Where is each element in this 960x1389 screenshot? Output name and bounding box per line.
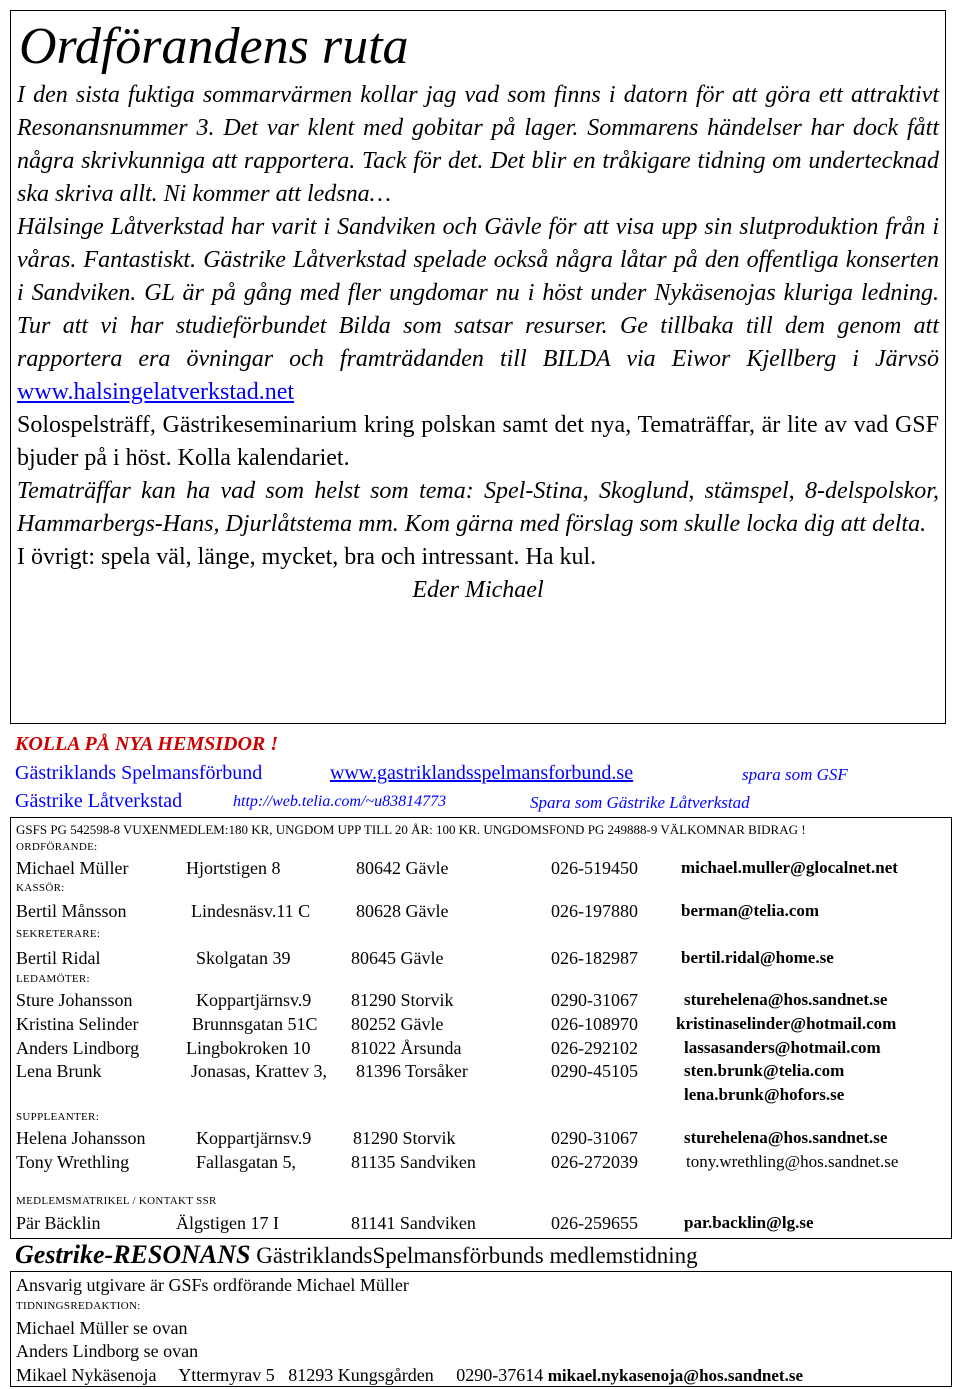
intro-paragraph-5: I övrigt: spela väl, länge, mycket, bra och intressant. Ha kul.	[17, 544, 597, 570]
contact-city: 81141 Sandviken	[351, 1213, 476, 1233]
contact-name: Lena Brunk	[16, 1061, 102, 1081]
contact-phone: 026-197880	[551, 901, 638, 921]
editor-3-details: Mikael Nykäsenoja Yttermyrav 5 81293 Kungsgården 0290-37614	[16, 1365, 544, 1385]
contact-phone: 0290-45105	[551, 1061, 638, 1081]
contact-address: Lindesnäsv.11 C	[191, 901, 311, 921]
contact-email[interactable]: kristinaselinder@hotmail.com	[676, 1014, 897, 1033]
contact-phone: 0290-31067	[551, 1128, 638, 1148]
editor-2: Anders Lindborg se ovan	[16, 1341, 199, 1361]
contact-address: Jonasas, Krattev 3,	[191, 1061, 327, 1081]
contact-address: Skolgatan 39	[196, 948, 291, 968]
signature: Eder Michael	[412, 577, 544, 603]
role-heading-register: MEDLEMSMATRIKEL / KONTAKT SSR	[16, 1195, 217, 1207]
intro-paragraph-2	[17, 211, 939, 409]
contact-phone: 026-182987	[551, 948, 638, 968]
contact-email[interactable]: sturehelena@hos.sandnet.se	[684, 1128, 888, 1147]
role-heading-deputies: SUPPLEANTER:	[16, 1111, 100, 1123]
contact-phone: 026-272039	[551, 1152, 638, 1172]
role-heading-secretary: SEKRETERARE:	[16, 928, 101, 940]
contact-name: Kristina Selinder	[16, 1014, 139, 1034]
contact-row-extra-email	[16, 1085, 951, 1107]
gsf-save-note: spara som GSF	[742, 765, 848, 784]
contact-address: Koppartjärnsv.9	[196, 990, 312, 1010]
contact-name: Bertil Ridal	[16, 948, 101, 968]
contact-address: Älgstigen 17 I	[176, 1213, 279, 1233]
contact-email[interactable]: berman@telia.com	[681, 901, 820, 920]
contact-name: Tony Wrethling	[16, 1152, 130, 1172]
contact-address: Brunnsgatan 51C	[192, 1014, 318, 1034]
contact-name: Pär Bäcklin	[16, 1213, 101, 1233]
contact-city: 81135 Sandviken	[351, 1152, 476, 1172]
link-row-gsf	[15, 762, 848, 785]
contact-row	[16, 1061, 951, 1083]
contact-phone: 026-108970	[551, 1014, 638, 1034]
contact-city: 81396 Torsåker	[356, 1061, 468, 1081]
link-row-latverkstad	[15, 790, 750, 813]
contact-city: 81022 Årsunda	[351, 1038, 462, 1058]
contact-email[interactable]: bertil.ridal@home.se	[681, 948, 834, 967]
contact-phone: 026-292102	[551, 1038, 638, 1058]
publisher-line: Ansvarig utgivare är GSFs ordförande Michael Müller	[16, 1275, 409, 1295]
halsinge-link[interactable]: www.halsingelatverkstad.net	[17, 379, 295, 405]
intro-paragraph-2-text: Hälsinge Låtverkstad har varit i Sandviken och Gävle för att visa upp sin slutproduktion från i våras. Fantastiskt. Gästrike Låtverkstad spelade också några låtar på den offentliga konserten i Sandviken. GL är på gång med fler ungdomar nu i höst under Nykäsenojas kluriga ledning. Tur att vi har studieförbundet Bilda som satsar resurser. Ge tillbaka till dem genom att rapportera era övningar och framträdanden till BILDA via Eiwor Kjellberg i Järvsö	[17, 214, 939, 372]
intro-paragraph-4: Tematräffar kan ha vad som helst som tema: Spel-Stina, Skoglund, stämspel, 8-delspolskor, Hammarbergs-Hans, Djurlåtstema mm. Kom gärna med förslag som skulle locka dig att delta.	[17, 478, 939, 537]
contact-name: Helena Johansson	[16, 1128, 146, 1148]
contact-row	[16, 1152, 951, 1174]
role-heading-members: LEDAMÖTER:	[16, 973, 90, 985]
contact-city: 80645 Gävle	[351, 948, 444, 968]
contact-address: Lingbokroken 10	[186, 1038, 311, 1058]
intro-text	[17, 79, 939, 607]
publication-subtitle: GästriklandsSpelmansförbunds medlemstidning	[256, 1243, 698, 1268]
contact-phone: 026-259655	[551, 1213, 638, 1233]
contact-address: Koppartjärnsv.9	[196, 1128, 312, 1148]
contact-name: Anders Lindborg	[16, 1038, 140, 1058]
contact-email[interactable]: sturehelena@hos.sandnet.se	[684, 990, 888, 1009]
contact-email[interactable]: michael.muller@glocalnet.net	[681, 858, 898, 877]
contact-row	[16, 1128, 951, 1150]
contact-row	[16, 901, 951, 923]
contact-phone: 026-519450	[551, 858, 638, 878]
contact-name: Sture Johansson	[16, 990, 133, 1010]
latverkstad-save-note: Spara som Gästrike Låtverkstad	[530, 793, 750, 812]
intro-paragraph-1: I den sista fuktiga sommarvärmen kollar jag vad som finns i datorn för att göra ett attraktivt Resonansnummer 3. Det var klent med gobitar på lager. Sommarens händelser har dock fått några skrivkunniga att rapportera. Tack för det. Det blir en tråkigare tidning om undertecknad ska skriva allt. Ni kommer att ledsna…	[17, 82, 939, 207]
contact-row	[16, 1014, 951, 1036]
gsf-name: Gästriklands Spelmansförbund	[15, 762, 263, 784]
contacts-box	[10, 817, 952, 1239]
contact-row	[16, 948, 951, 970]
contact-email[interactable]: lassasanders@hotmail.com	[684, 1038, 881, 1057]
gsf-url-link[interactable]: www.gastriklandsspelmansforbund.se	[330, 762, 634, 784]
membership-info: GSFS PG 542598-8 VUXENMEDLEM:180 KR, UNGDOM UPP TILL 20 ÅR: 100 KR. UNGDOMSFOND PG 249888-9 VÄLKOMNAR BIDRAG !	[16, 822, 806, 837]
role-heading-treasurer: KASSÖR:	[16, 882, 65, 894]
publication-headline	[15, 1240, 698, 1270]
contact-city: 80252 Gävle	[351, 1014, 444, 1034]
contact-row	[16, 858, 951, 880]
editorial-heading: TIDNINGSREDAKTION:	[16, 1300, 141, 1312]
contact-city: 81290 Storvik	[353, 1128, 456, 1148]
contact-row	[16, 1213, 951, 1235]
page-title: Ordförandens ruta	[19, 18, 409, 75]
contact-name: Michael Müller	[16, 858, 129, 878]
contact-email[interactable]: lena.brunk@hofors.se	[684, 1085, 845, 1104]
editor-3-email[interactable]: mikael.nykasenoja@hos.sandnet.se	[547, 1366, 804, 1385]
contact-city: 80628 Gävle	[356, 901, 449, 921]
latverkstad-name: Gästrike Låtverkstad	[15, 790, 183, 812]
intro-paragraph-3: Solospelsträff, Gästrikeseminarium kring polskan samt det nya, Tematräffar, är lite av vad GSF bjuder på i höst. Kolla kalendariet.	[17, 412, 939, 471]
contact-city: 81290 Storvik	[351, 990, 454, 1010]
contact-name: Bertil Månsson	[16, 901, 127, 921]
contact-phone: 0290-31067	[551, 990, 638, 1010]
contact-row	[16, 990, 951, 1012]
contact-address: Hjortstigen 8	[186, 858, 281, 878]
publication-title: Gestrike-RESONANS	[15, 1240, 251, 1269]
editorial-box	[10, 1271, 952, 1387]
websites-heading: KOLLA PÅ NYA HEMSIDOR !	[15, 733, 279, 755]
contact-email[interactable]: par.backlin@lg.se	[684, 1213, 814, 1232]
contact-city: 80642 Gävle	[356, 858, 449, 878]
contact-email[interactable]: tony.wrethling@hos.sandnet.se	[686, 1152, 899, 1171]
chairman-column	[10, 10, 946, 724]
contact-row	[16, 1038, 951, 1060]
contact-address: Fallasgatan 5,	[196, 1152, 296, 1172]
latverkstad-url-link[interactable]: http://web.telia.com/~u83814773	[233, 793, 447, 810]
editor-3	[16, 1365, 803, 1386]
contact-email[interactable]: sten.brunk@telia.com	[684, 1061, 845, 1080]
editor-1: Michael Müller se ovan	[16, 1318, 188, 1338]
role-heading-chair: ORDFÖRANDE:	[16, 841, 98, 853]
